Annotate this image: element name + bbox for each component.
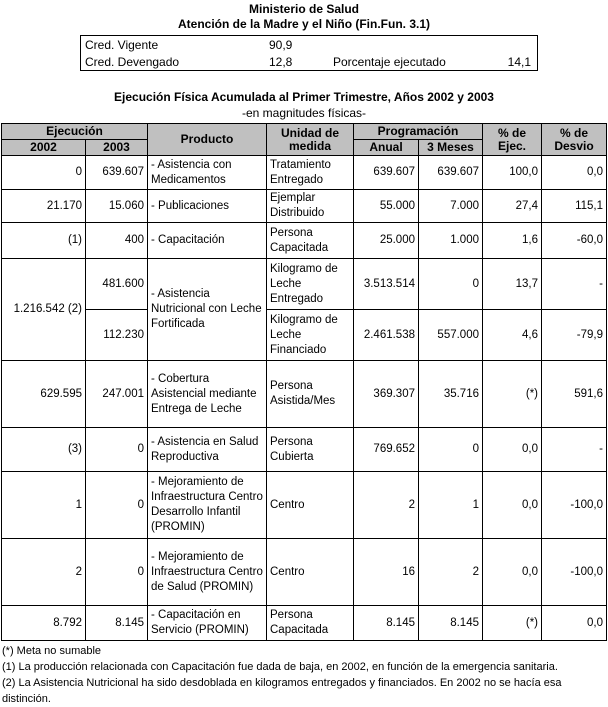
cell-pct-ejec: 0,0 — [483, 472, 542, 539]
cell-3-meses: 2 — [419, 539, 483, 606]
cell-anual: 369.307 — [354, 361, 419, 428]
cell-pct-desvio: - — [542, 259, 607, 310]
col-2002: 2002 — [2, 140, 86, 156]
cell-unidad: Ejemplar Distribuido — [267, 190, 354, 223]
cell-unidad: Persona Cubierta — [267, 428, 354, 472]
cell-pct-ejec: 4,6 — [483, 310, 542, 361]
cell-anual: 769.652 — [354, 428, 419, 472]
table-row — [2, 259, 607, 310]
cell-2002: 1 — [2, 472, 86, 539]
cell-unidad: Persona Capacitada — [267, 606, 354, 641]
cell-unidad: Centro — [267, 539, 354, 606]
table-row — [2, 310, 607, 361]
credito-devengado-value: 12,8 — [269, 55, 293, 69]
credito-vigente-label: Cred. Vigente — [85, 38, 159, 52]
table-row — [2, 190, 607, 223]
cell-pct-ejec: 100,0 — [483, 156, 542, 190]
cell-pct-desvio: -100,0 — [542, 472, 607, 539]
cell-3-meses: 0 — [419, 428, 483, 472]
footnote-2: (2) La Asistencia Nutricional ha sido desdoblada en kilogramos entregados y financiados. En 2002 no se hacía esa distinción. — [2, 677, 562, 705]
cell-pct-ejec: 1,6 — [483, 223, 542, 259]
cell-pct-desvio: -60,0 — [542, 223, 607, 259]
cell-unidad: Persona Asistida/Mes — [267, 361, 354, 428]
cell-2003: 8.145 — [86, 606, 148, 641]
cell-anual: 3.513.514 — [354, 259, 419, 310]
cell-pct-desvio: 115,1 — [542, 190, 607, 223]
cell-3-meses: 35.716 — [419, 361, 483, 428]
cell-2003: 481.600 — [86, 259, 148, 310]
cell-anual: 25.000 — [354, 223, 419, 259]
cell-pct-desvio: - — [542, 428, 607, 472]
cell-producto: - Asistencia con Medicamentos — [148, 156, 267, 190]
cell-producto: - Asistencia Nutricional con Leche Fortificada — [148, 259, 267, 361]
cell-2003: 15.060 — [86, 190, 148, 223]
table-row — [2, 361, 607, 428]
cell-anual: 2.461.538 — [354, 310, 419, 361]
cell-pct-ejec: 13,7 — [483, 259, 542, 310]
table-row — [2, 606, 607, 641]
cell-3-meses: 1.000 — [419, 223, 483, 259]
cell-2002: (3) — [2, 428, 86, 472]
execution-table — [1, 123, 607, 641]
table-row — [2, 156, 607, 190]
col-pct-ejec: % de Ejec. — [483, 124, 542, 156]
col-pct-desvio: % de Desvio — [542, 124, 607, 156]
cell-pct-desvio: 591,6 — [542, 361, 607, 428]
cell-3-meses: 557.000 — [419, 310, 483, 361]
cell-2002: (1) — [2, 223, 86, 259]
cell-producto: - Mejoramiento de Infraestructura Centro Desarrollo Infantil (PROMIN) — [148, 472, 267, 539]
cell-pct-desvio: -79,9 — [542, 310, 607, 361]
program-title: Atención de la Madre y el Niño (Fin.Fun. 3.1) — [177, 17, 431, 31]
cell-3-meses: 1 — [419, 472, 483, 539]
cell-2003: 112.230 — [86, 310, 148, 361]
col-programacion: Programación — [354, 124, 483, 140]
cell-producto: - Capacitación — [148, 223, 267, 259]
table-row — [2, 428, 607, 472]
cell-producto: - Cobertura Asistencial mediante Entrega de Leche — [148, 361, 267, 428]
cell-pct-ejec: 0,0 — [483, 539, 542, 606]
header-row — [2, 124, 607, 140]
table-row — [2, 539, 607, 606]
cell-2003: 0 — [86, 472, 148, 539]
cell-2002: 8.792 — [2, 606, 86, 641]
cell-pct-ejec: 27,4 — [483, 190, 542, 223]
cell-2002: 2 — [2, 539, 86, 606]
cell-anual: 16 — [354, 539, 419, 606]
col-unidad: Unidad de medida — [267, 124, 354, 156]
cell-3-meses: 639.607 — [419, 156, 483, 190]
cell-unidad: Kilogramo de Leche Entregado — [267, 259, 354, 310]
porcentaje-ejecutado-value: 14,1 — [507, 55, 531, 69]
table-row — [2, 472, 607, 539]
cell-anual: 8.145 — [354, 606, 419, 641]
cell-2002: 21.170 — [2, 190, 86, 223]
cell-producto: - Asistencia en Salud Reproductiva — [148, 428, 267, 472]
cell-2002: 629.595 — [2, 361, 86, 428]
cell-2003: 639.607 — [86, 156, 148, 190]
credito-devengado-label: Cred. Devengado — [85, 55, 180, 69]
cell-unidad: Centro — [267, 472, 354, 539]
footnote-1: (1) La producción relacionada con Capacitación fue dada de baja, en 2002, en función de la emergencia sanitaria. — [2, 661, 558, 673]
col-ejecucion: Ejecución — [2, 124, 148, 140]
cell-pct-ejec: (*) — [483, 606, 542, 641]
cell-producto: - Publicaciones — [148, 190, 267, 223]
table-subtitle: -en magnitudes físicas- — [241, 106, 367, 120]
cell-pct-desvio: 0,0 — [542, 156, 607, 190]
ministry-title: Ministerio de Salud — [248, 2, 359, 16]
table-title: Ejecución Física Acumulada al Primer Trimestre, Años 2002 y 2003 — [114, 90, 494, 104]
cell-2003: 247.001 — [86, 361, 148, 428]
porcentaje-ejecutado-label: Porcentaje ejecutado — [333, 55, 446, 69]
cell-3-meses: 0 — [419, 259, 483, 310]
cell-3-meses: 8.145 — [419, 606, 483, 641]
cell-producto: - Mejoramiento de Infraestructura Centro de Salud (PROMIN) — [148, 539, 267, 606]
cell-3-meses: 7.000 — [419, 190, 483, 223]
col-anual: Anual — [354, 140, 419, 156]
cell-producto: - Capacitación en Servicio (PROMIN) — [148, 606, 267, 641]
cell-2002: 1.216.542 (2) — [2, 259, 86, 361]
cell-2003: 0 — [86, 539, 148, 606]
footnote-meta: (*) Meta no sumable — [2, 645, 102, 657]
cell-pct-ejec: (*) — [483, 361, 542, 428]
col-3-meses: 3 Meses — [419, 140, 483, 156]
cell-2002: 0 — [2, 156, 86, 190]
col-producto: Producto — [148, 124, 267, 156]
col-2003: 2003 — [86, 140, 148, 156]
cell-pct-desvio: -100,0 — [542, 539, 607, 606]
cell-pct-ejec: 0,0 — [483, 428, 542, 472]
cell-anual: 55.000 — [354, 190, 419, 223]
table-row — [2, 223, 607, 259]
cell-unidad: Kilogramo de Leche Financiado — [267, 310, 354, 361]
cell-2003: 400 — [86, 223, 148, 259]
cell-unidad: Persona Capacitada — [267, 223, 354, 259]
cell-anual: 2 — [354, 472, 419, 539]
cell-anual: 639.607 — [354, 156, 419, 190]
credito-vigente-value: 90,9 — [269, 38, 293, 52]
credits-box — [80, 35, 538, 71]
cell-unidad: Tratamiento Entregado — [267, 156, 354, 190]
cell-2003: 0 — [86, 428, 148, 472]
cell-pct-desvio: 0,0 — [542, 606, 607, 641]
